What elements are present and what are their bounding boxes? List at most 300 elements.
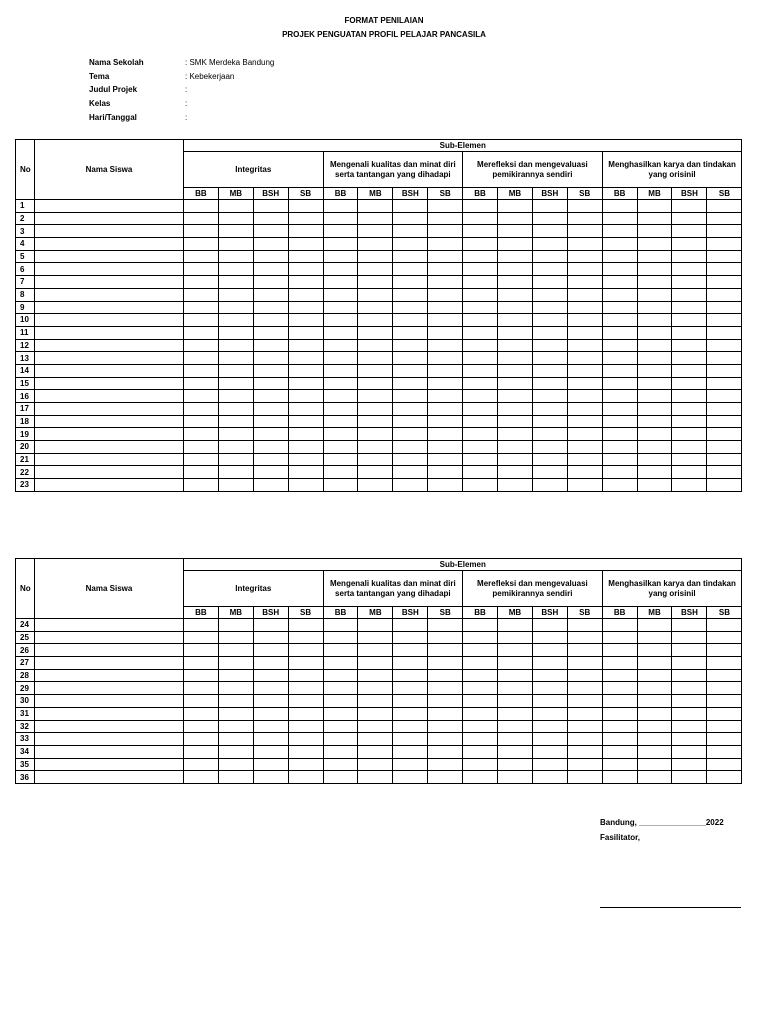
- score-cell[interactable]: [567, 377, 602, 390]
- score-cell[interactable]: [567, 682, 602, 695]
- score-cell[interactable]: [637, 288, 672, 301]
- score-cell[interactable]: [532, 212, 567, 225]
- score-cell[interactable]: [463, 352, 498, 365]
- score-cell[interactable]: [323, 695, 358, 708]
- score-cell[interactable]: [463, 314, 498, 327]
- score-cell[interactable]: [532, 695, 567, 708]
- score-cell[interactable]: [567, 657, 602, 670]
- score-cell[interactable]: [393, 720, 428, 733]
- score-cell[interactable]: [532, 276, 567, 289]
- score-cell[interactable]: [288, 301, 323, 314]
- score-cell[interactable]: [323, 707, 358, 720]
- student-name-cell[interactable]: [35, 403, 184, 416]
- score-cell[interactable]: [567, 352, 602, 365]
- score-cell[interactable]: [637, 644, 672, 657]
- student-name-cell[interactable]: [35, 707, 184, 720]
- score-cell[interactable]: [253, 288, 288, 301]
- score-cell[interactable]: [393, 352, 428, 365]
- score-cell[interactable]: [602, 428, 637, 441]
- score-cell[interactable]: [498, 745, 533, 758]
- score-cell[interactable]: [637, 479, 672, 492]
- score-cell[interactable]: [288, 200, 323, 213]
- score-cell[interactable]: [428, 619, 463, 632]
- score-cell[interactable]: [602, 276, 637, 289]
- score-cell[interactable]: [184, 225, 219, 238]
- score-cell[interactable]: [218, 403, 253, 416]
- score-cell[interactable]: [567, 225, 602, 238]
- score-cell[interactable]: [253, 695, 288, 708]
- score-cell[interactable]: [463, 771, 498, 784]
- score-cell[interactable]: [184, 238, 219, 251]
- score-cell[interactable]: [323, 758, 358, 771]
- score-cell[interactable]: [218, 263, 253, 276]
- score-cell[interactable]: [253, 403, 288, 416]
- score-cell[interactable]: [358, 733, 393, 746]
- score-cell[interactable]: [602, 707, 637, 720]
- score-cell[interactable]: [184, 314, 219, 327]
- score-cell[interactable]: [707, 428, 742, 441]
- score-cell[interactable]: [602, 682, 637, 695]
- score-cell[interactable]: [498, 657, 533, 670]
- score-cell[interactable]: [672, 314, 707, 327]
- score-cell[interactable]: [323, 200, 358, 213]
- score-cell[interactable]: [707, 364, 742, 377]
- score-cell[interactable]: [393, 619, 428, 632]
- score-cell[interactable]: [358, 466, 393, 479]
- score-cell[interactable]: [323, 390, 358, 403]
- score-cell[interactable]: [567, 428, 602, 441]
- score-cell[interactable]: [463, 339, 498, 352]
- score-cell[interactable]: [672, 415, 707, 428]
- score-cell[interactable]: [323, 631, 358, 644]
- score-cell[interactable]: [428, 657, 463, 670]
- score-cell[interactable]: [218, 682, 253, 695]
- score-cell[interactable]: [498, 428, 533, 441]
- score-cell[interactable]: [428, 377, 463, 390]
- score-cell[interactable]: [602, 733, 637, 746]
- score-cell[interactable]: [498, 403, 533, 416]
- student-name-cell[interactable]: [35, 212, 184, 225]
- score-cell[interactable]: [602, 758, 637, 771]
- score-cell[interactable]: [498, 644, 533, 657]
- score-cell[interactable]: [323, 212, 358, 225]
- score-cell[interactable]: [358, 377, 393, 390]
- score-cell[interactable]: [463, 263, 498, 276]
- score-cell[interactable]: [288, 644, 323, 657]
- score-cell[interactable]: [288, 733, 323, 746]
- score-cell[interactable]: [567, 301, 602, 314]
- score-cell[interactable]: [253, 276, 288, 289]
- student-name-cell[interactable]: [35, 352, 184, 365]
- score-cell[interactable]: [323, 377, 358, 390]
- score-cell[interactable]: [567, 758, 602, 771]
- score-cell[interactable]: [428, 695, 463, 708]
- score-cell[interactable]: [532, 403, 567, 416]
- score-cell[interactable]: [358, 238, 393, 251]
- score-cell[interactable]: [567, 644, 602, 657]
- student-name-cell[interactable]: [35, 631, 184, 644]
- score-cell[interactable]: [602, 644, 637, 657]
- score-cell[interactable]: [218, 276, 253, 289]
- student-name-cell[interactable]: [35, 758, 184, 771]
- score-cell[interactable]: [707, 644, 742, 657]
- score-cell[interactable]: [288, 758, 323, 771]
- score-cell[interactable]: [602, 352, 637, 365]
- score-cell[interactable]: [707, 453, 742, 466]
- score-cell[interactable]: [672, 682, 707, 695]
- score-cell[interactable]: [463, 403, 498, 416]
- score-cell[interactable]: [358, 707, 393, 720]
- score-cell[interactable]: [428, 200, 463, 213]
- score-cell[interactable]: [428, 225, 463, 238]
- score-cell[interactable]: [393, 301, 428, 314]
- student-name-cell[interactable]: [35, 466, 184, 479]
- score-cell[interactable]: [567, 238, 602, 251]
- student-name-cell[interactable]: [35, 276, 184, 289]
- score-cell[interactable]: [323, 352, 358, 365]
- score-cell[interactable]: [463, 377, 498, 390]
- score-cell[interactable]: [184, 441, 219, 454]
- score-cell[interactable]: [393, 415, 428, 428]
- score-cell[interactable]: [498, 695, 533, 708]
- score-cell[interactable]: [393, 631, 428, 644]
- score-cell[interactable]: [602, 453, 637, 466]
- score-cell[interactable]: [218, 250, 253, 263]
- score-cell[interactable]: [393, 733, 428, 746]
- score-cell[interactable]: [253, 428, 288, 441]
- student-name-cell[interactable]: [35, 657, 184, 670]
- score-cell[interactable]: [288, 263, 323, 276]
- student-name-cell[interactable]: [35, 390, 184, 403]
- score-cell[interactable]: [288, 441, 323, 454]
- student-name-cell[interactable]: [35, 720, 184, 733]
- score-cell[interactable]: [218, 238, 253, 251]
- score-cell[interactable]: [532, 238, 567, 251]
- score-cell[interactable]: [498, 631, 533, 644]
- score-cell[interactable]: [323, 428, 358, 441]
- score-cell[interactable]: [428, 403, 463, 416]
- score-cell[interactable]: [707, 619, 742, 632]
- score-cell[interactable]: [184, 250, 219, 263]
- score-cell[interactable]: [707, 339, 742, 352]
- score-cell[interactable]: [532, 619, 567, 632]
- score-cell[interactable]: [637, 428, 672, 441]
- score-cell[interactable]: [288, 288, 323, 301]
- score-cell[interactable]: [532, 301, 567, 314]
- score-cell[interactable]: [532, 352, 567, 365]
- score-cell[interactable]: [498, 200, 533, 213]
- score-cell[interactable]: [184, 720, 219, 733]
- score-cell[interactable]: [602, 619, 637, 632]
- score-cell[interactable]: [393, 682, 428, 695]
- score-cell[interactable]: [218, 745, 253, 758]
- score-cell[interactable]: [288, 631, 323, 644]
- score-cell[interactable]: [463, 682, 498, 695]
- score-cell[interactable]: [288, 238, 323, 251]
- score-cell[interactable]: [567, 619, 602, 632]
- score-cell[interactable]: [184, 339, 219, 352]
- score-cell[interactable]: [602, 695, 637, 708]
- student-name-cell[interactable]: [35, 238, 184, 251]
- score-cell[interactable]: [184, 352, 219, 365]
- score-cell[interactable]: [532, 644, 567, 657]
- score-cell[interactable]: [567, 771, 602, 784]
- score-cell[interactable]: [218, 314, 253, 327]
- score-cell[interactable]: [218, 326, 253, 339]
- score-cell[interactable]: [672, 301, 707, 314]
- score-cell[interactable]: [498, 276, 533, 289]
- score-cell[interactable]: [253, 415, 288, 428]
- score-cell[interactable]: [463, 326, 498, 339]
- score-cell[interactable]: [253, 682, 288, 695]
- score-cell[interactable]: [184, 695, 219, 708]
- score-cell[interactable]: [184, 301, 219, 314]
- score-cell[interactable]: [288, 339, 323, 352]
- score-cell[interactable]: [707, 352, 742, 365]
- score-cell[interactable]: [498, 314, 533, 327]
- score-cell[interactable]: [707, 314, 742, 327]
- score-cell[interactable]: [323, 619, 358, 632]
- score-cell[interactable]: [463, 288, 498, 301]
- score-cell[interactable]: [672, 390, 707, 403]
- score-cell[interactable]: [637, 326, 672, 339]
- score-cell[interactable]: [358, 619, 393, 632]
- score-cell[interactable]: [288, 276, 323, 289]
- score-cell[interactable]: [637, 771, 672, 784]
- score-cell[interactable]: [358, 695, 393, 708]
- score-cell[interactable]: [323, 657, 358, 670]
- student-name-cell[interactable]: [35, 339, 184, 352]
- score-cell[interactable]: [532, 441, 567, 454]
- score-cell[interactable]: [707, 212, 742, 225]
- score-cell[interactable]: [672, 403, 707, 416]
- score-cell[interactable]: [288, 771, 323, 784]
- score-cell[interactable]: [253, 733, 288, 746]
- score-cell[interactable]: [463, 200, 498, 213]
- score-cell[interactable]: [428, 720, 463, 733]
- score-cell[interactable]: [707, 390, 742, 403]
- score-cell[interactable]: [358, 682, 393, 695]
- score-cell[interactable]: [637, 225, 672, 238]
- score-cell[interactable]: [707, 669, 742, 682]
- score-cell[interactable]: [323, 250, 358, 263]
- score-cell[interactable]: [672, 441, 707, 454]
- score-cell[interactable]: [532, 377, 567, 390]
- score-cell[interactable]: [602, 238, 637, 251]
- score-cell[interactable]: [567, 669, 602, 682]
- score-cell[interactable]: [428, 314, 463, 327]
- score-cell[interactable]: [218, 479, 253, 492]
- score-cell[interactable]: [602, 301, 637, 314]
- score-cell[interactable]: [567, 707, 602, 720]
- score-cell[interactable]: [253, 339, 288, 352]
- score-cell[interactable]: [184, 390, 219, 403]
- score-cell[interactable]: [498, 441, 533, 454]
- score-cell[interactable]: [428, 428, 463, 441]
- score-cell[interactable]: [358, 631, 393, 644]
- score-cell[interactable]: [184, 771, 219, 784]
- score-cell[interactable]: [218, 733, 253, 746]
- score-cell[interactable]: [323, 415, 358, 428]
- student-name-cell[interactable]: [35, 225, 184, 238]
- score-cell[interactable]: [288, 453, 323, 466]
- score-cell[interactable]: [463, 720, 498, 733]
- score-cell[interactable]: [672, 479, 707, 492]
- score-cell[interactable]: [253, 225, 288, 238]
- score-cell[interactable]: [567, 263, 602, 276]
- score-cell[interactable]: [532, 669, 567, 682]
- score-cell[interactable]: [288, 364, 323, 377]
- score-cell[interactable]: [218, 200, 253, 213]
- score-cell[interactable]: [253, 364, 288, 377]
- score-cell[interactable]: [707, 377, 742, 390]
- score-cell[interactable]: [707, 326, 742, 339]
- score-cell[interactable]: [218, 352, 253, 365]
- score-cell[interactable]: [567, 288, 602, 301]
- score-cell[interactable]: [288, 669, 323, 682]
- score-cell[interactable]: [358, 288, 393, 301]
- score-cell[interactable]: [498, 238, 533, 251]
- score-cell[interactable]: [253, 352, 288, 365]
- score-cell[interactable]: [428, 479, 463, 492]
- student-name-cell[interactable]: [35, 682, 184, 695]
- student-name-cell[interactable]: [35, 263, 184, 276]
- score-cell[interactable]: [253, 200, 288, 213]
- student-name-cell[interactable]: [35, 669, 184, 682]
- score-cell[interactable]: [288, 619, 323, 632]
- score-cell[interactable]: [707, 403, 742, 416]
- score-cell[interactable]: [428, 707, 463, 720]
- score-cell[interactable]: [393, 390, 428, 403]
- score-cell[interactable]: [672, 644, 707, 657]
- score-cell[interactable]: [218, 466, 253, 479]
- score-cell[interactable]: [672, 212, 707, 225]
- score-cell[interactable]: [532, 453, 567, 466]
- score-cell[interactable]: [253, 326, 288, 339]
- score-cell[interactable]: [288, 403, 323, 416]
- score-cell[interactable]: [672, 453, 707, 466]
- score-cell[interactable]: [602, 720, 637, 733]
- score-cell[interactable]: [707, 415, 742, 428]
- score-cell[interactable]: [323, 339, 358, 352]
- score-cell[interactable]: [393, 250, 428, 263]
- score-cell[interactable]: [637, 733, 672, 746]
- score-cell[interactable]: [602, 288, 637, 301]
- score-cell[interactable]: [184, 403, 219, 416]
- student-name-cell[interactable]: [35, 250, 184, 263]
- score-cell[interactable]: [672, 720, 707, 733]
- score-cell[interactable]: [532, 263, 567, 276]
- score-cell[interactable]: [184, 288, 219, 301]
- score-cell[interactable]: [428, 238, 463, 251]
- score-cell[interactable]: [288, 250, 323, 263]
- score-cell[interactable]: [637, 339, 672, 352]
- score-cell[interactable]: [253, 390, 288, 403]
- score-cell[interactable]: [428, 441, 463, 454]
- score-cell[interactable]: [218, 377, 253, 390]
- score-cell[interactable]: [288, 377, 323, 390]
- score-cell[interactable]: [358, 441, 393, 454]
- score-cell[interactable]: [463, 631, 498, 644]
- student-name-cell[interactable]: [35, 288, 184, 301]
- score-cell[interactable]: [602, 314, 637, 327]
- score-cell[interactable]: [532, 225, 567, 238]
- score-cell[interactable]: [498, 479, 533, 492]
- score-cell[interactable]: [602, 263, 637, 276]
- score-cell[interactable]: [707, 250, 742, 263]
- score-cell[interactable]: [672, 200, 707, 213]
- score-cell[interactable]: [532, 631, 567, 644]
- score-cell[interactable]: [567, 390, 602, 403]
- score-cell[interactable]: [532, 771, 567, 784]
- score-cell[interactable]: [498, 619, 533, 632]
- score-cell[interactable]: [463, 758, 498, 771]
- score-cell[interactable]: [218, 720, 253, 733]
- score-cell[interactable]: [218, 619, 253, 632]
- score-cell[interactable]: [707, 276, 742, 289]
- score-cell[interactable]: [498, 377, 533, 390]
- score-cell[interactable]: [253, 657, 288, 670]
- score-cell[interactable]: [288, 225, 323, 238]
- score-cell[interactable]: [253, 631, 288, 644]
- score-cell[interactable]: [498, 390, 533, 403]
- score-cell[interactable]: [358, 339, 393, 352]
- score-cell[interactable]: [288, 479, 323, 492]
- score-cell[interactable]: [184, 326, 219, 339]
- score-cell[interactable]: [602, 466, 637, 479]
- score-cell[interactable]: [532, 657, 567, 670]
- score-cell[interactable]: [358, 352, 393, 365]
- score-cell[interactable]: [637, 415, 672, 428]
- score-cell[interactable]: [672, 771, 707, 784]
- score-cell[interactable]: [707, 263, 742, 276]
- score-cell[interactable]: [218, 644, 253, 657]
- score-cell[interactable]: [707, 695, 742, 708]
- score-cell[interactable]: [358, 669, 393, 682]
- score-cell[interactable]: [567, 695, 602, 708]
- score-cell[interactable]: [637, 238, 672, 251]
- score-cell[interactable]: [393, 771, 428, 784]
- score-cell[interactable]: [393, 276, 428, 289]
- score-cell[interactable]: [184, 631, 219, 644]
- score-cell[interactable]: [463, 479, 498, 492]
- score-cell[interactable]: [602, 212, 637, 225]
- score-cell[interactable]: [323, 301, 358, 314]
- score-cell[interactable]: [707, 682, 742, 695]
- score-cell[interactable]: [637, 631, 672, 644]
- score-cell[interactable]: [498, 707, 533, 720]
- score-cell[interactable]: [567, 453, 602, 466]
- score-cell[interactable]: [253, 771, 288, 784]
- score-cell[interactable]: [637, 669, 672, 682]
- score-cell[interactable]: [602, 225, 637, 238]
- student-name-cell[interactable]: [35, 695, 184, 708]
- score-cell[interactable]: [463, 250, 498, 263]
- score-cell[interactable]: [532, 707, 567, 720]
- score-cell[interactable]: [602, 745, 637, 758]
- score-cell[interactable]: [323, 682, 358, 695]
- score-cell[interactable]: [567, 403, 602, 416]
- score-cell[interactable]: [602, 403, 637, 416]
- score-cell[interactable]: [253, 377, 288, 390]
- score-cell[interactable]: [358, 212, 393, 225]
- score-cell[interactable]: [428, 339, 463, 352]
- score-cell[interactable]: [358, 200, 393, 213]
- score-cell[interactable]: [393, 453, 428, 466]
- score-cell[interactable]: [672, 276, 707, 289]
- score-cell[interactable]: [532, 200, 567, 213]
- score-cell[interactable]: [393, 364, 428, 377]
